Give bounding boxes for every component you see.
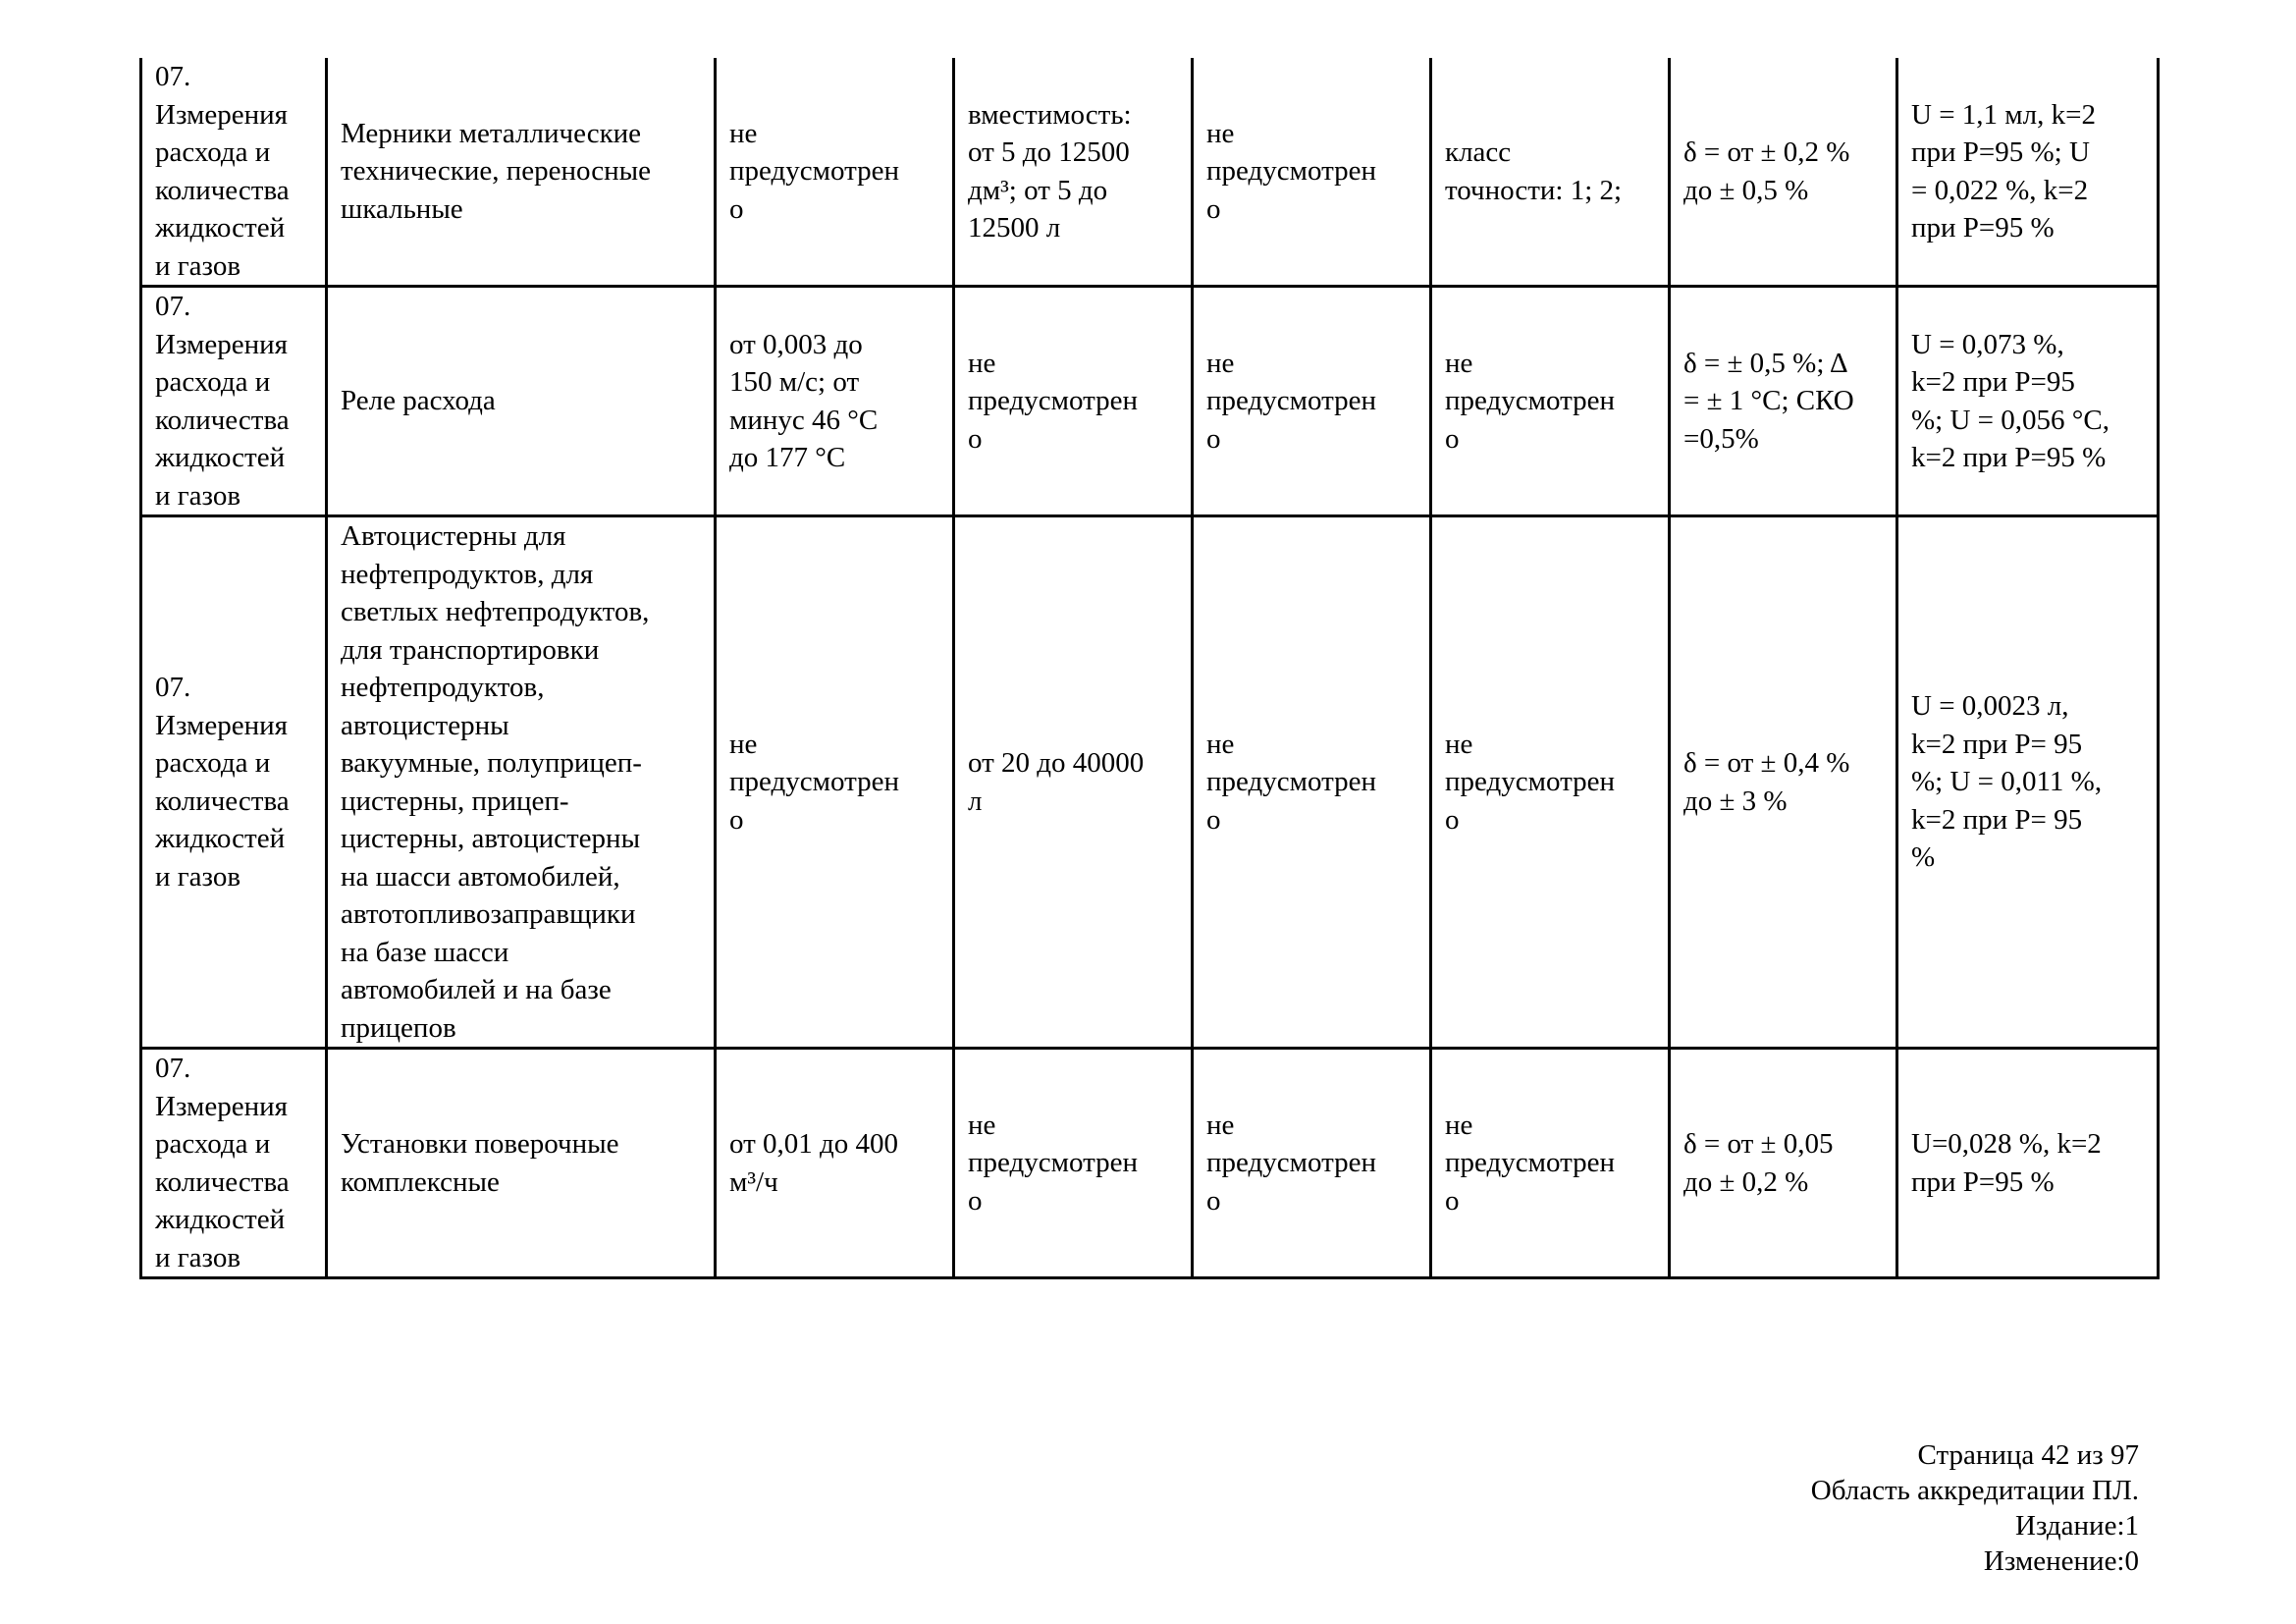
instrument-cell: Автоцистерны для нефтепродуктов, для светлых нефтепродуктов, для транспортировки нефтепродуктов, автоцистерны вакуумные, полуприцеп- цистерны, прицеп- цистерны, автоцистерны на шасси автомобилей, автотопливозаправщики на базе шасси автомобилей и на базе прицепов — [327, 516, 716, 1049]
accreditation-scope-table — [139, 58, 2160, 1279]
capacity-cell: от 20 до 40000 л — [954, 516, 1193, 1049]
capacity-cell: не предусмотрен о — [954, 1049, 1193, 1278]
table-row — [141, 287, 2159, 516]
parameter-cell: не предусмотрен о — [1193, 516, 1431, 1049]
range-cell: от 0,01 до 400 м³/ч — [716, 1049, 954, 1278]
edition-label: Издание:1 — [2015, 1510, 2139, 1542]
instrument-cell: Мерники металлические технические, переносные шкальные — [327, 58, 716, 287]
measurement-area-cell: 07. Измерения расхода и количества жидкостей и газов — [141, 1049, 327, 1278]
accuracy-class-cell: не предусмотрен о — [1431, 516, 1670, 1049]
uncertainty-cell: U = 1,1 мл, k=2 при P=95 %; U = 0,022 %, k=2 при P=95 % — [1897, 58, 2159, 287]
instrument-cell: Установки поверочные комплексные — [327, 1049, 716, 1278]
page-number: Страница 42 из 97 — [1917, 1439, 2139, 1471]
error-cell: δ = от ± 0,2 % до ± 0,5 % — [1670, 58, 1897, 287]
uncertainty-cell: U=0,028 %, k=2 при P=95 % — [1897, 1049, 2159, 1278]
measurement-area-cell: 07. Измерения расхода и количества жидкостей и газов — [141, 287, 327, 516]
uncertainty-cell: U = 0,073 %, k=2 при P=95 %; U = 0,056 °С, k=2 при P=95 % — [1897, 287, 2159, 516]
table-row — [141, 516, 2159, 1049]
accuracy-class-cell: класс точности: 1; 2; — [1431, 58, 1670, 287]
instrument-cell: Реле расхода — [327, 287, 716, 516]
scope-title: Область аккредитации ПЛ. — [1810, 1475, 2139, 1506]
measurement-area-cell: 07. Измерения расхода и количества жидкостей и газов — [141, 516, 327, 1049]
table-row — [141, 58, 2159, 287]
uncertainty-cell: U = 0,0023 л, k=2 при P= 95 %; U = 0,011 %, k=2 при P= 95 % — [1897, 516, 2159, 1049]
accuracy-class-cell: не предусмотрен о — [1431, 287, 1670, 516]
error-cell: δ = от ± 0,4 % до ± 3 % — [1670, 516, 1897, 1049]
parameter-cell: не предусмотрен о — [1193, 58, 1431, 287]
revision-label: Изменение:0 — [1983, 1545, 2139, 1577]
error-cell: δ = от ± 0,05 до ± 0,2 % — [1670, 1049, 1897, 1278]
error-cell: δ = ± 0,5 %; Δ = ± 1 °С; СКО =0,5% — [1670, 287, 1897, 516]
parameter-cell: не предусмотрен о — [1193, 287, 1431, 516]
measurement-area-cell: 07. Измерения расхода и количества жидкостей и газов — [141, 58, 327, 287]
table-row — [141, 1049, 2159, 1278]
range-cell: от 0,003 до 150 м/с; от минус 46 °С до 177 °С — [716, 287, 954, 516]
capacity-cell: не предусмотрен о — [954, 287, 1193, 516]
range-cell: не предусмотрен о — [716, 58, 954, 287]
range-cell: не предусмотрен о — [716, 516, 954, 1049]
page-footer — [1811, 1437, 2139, 1579]
capacity-cell: вместимость: от 5 до 12500 дм³; от 5 до 12500 л — [954, 58, 1193, 287]
parameter-cell: не предусмотрен о — [1193, 1049, 1431, 1278]
accuracy-class-cell: не предусмотрен о — [1431, 1049, 1670, 1278]
